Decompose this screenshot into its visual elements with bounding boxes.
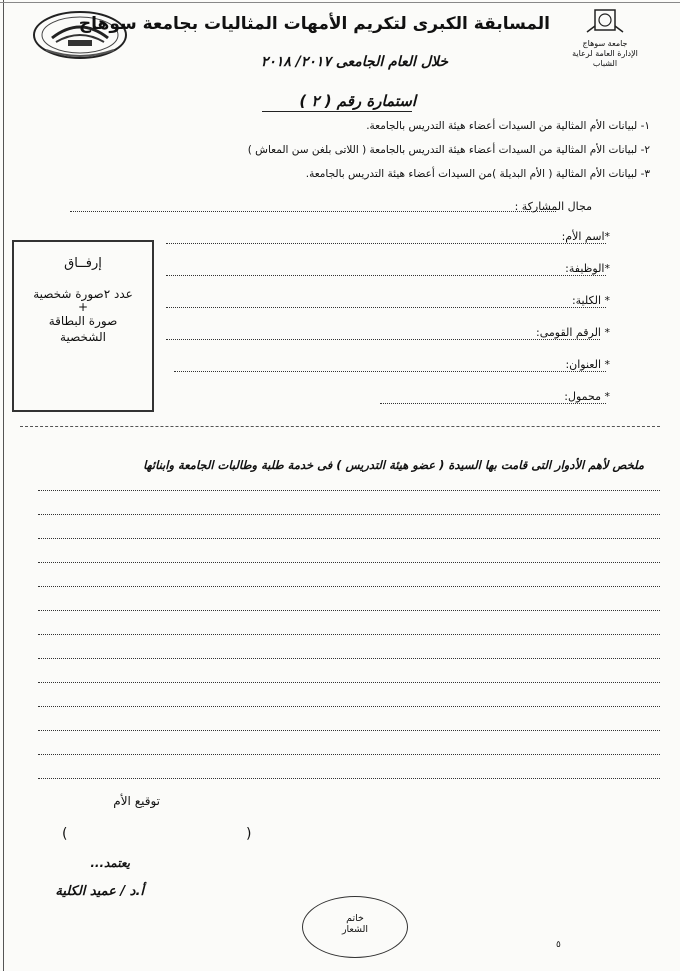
attachments-box xyxy=(12,240,154,412)
faculty-label: * الكلية: xyxy=(571,294,610,307)
university-emblem-icon xyxy=(585,8,625,36)
page-edge-left xyxy=(3,0,4,971)
summary-line[interactable] xyxy=(38,610,660,611)
summary-line[interactable] xyxy=(38,562,660,563)
attachment-plus: + xyxy=(77,300,89,314)
summary-line[interactable] xyxy=(38,682,660,683)
mobile-label: * محمول: xyxy=(564,390,610,403)
national-id-label: * الرقم القومى: xyxy=(536,326,610,339)
dean-label: أ.د / عميد الكلية xyxy=(55,884,144,899)
category-item-1: ١- لبيانات الأم المثالية من السيدات أعضاء هيئة التدريس بالجامعة. xyxy=(366,120,650,132)
page-title: المسابقة الكبرى لتكريم الأمهات المثاليات بجامعة سوهاج xyxy=(78,14,550,34)
summary-line[interactable] xyxy=(38,490,660,491)
approved-label: يعتمد... xyxy=(90,856,130,870)
attachment-photos: عدد ٢صورة شخصية xyxy=(33,287,133,301)
summary-line[interactable] xyxy=(38,706,660,707)
participation-area-label: مجال المشاركة : xyxy=(514,200,592,213)
summary-line[interactable] xyxy=(38,778,660,779)
academic-year: خلال العام الجامعى ٢٠١٧/ ٢٠١٨ xyxy=(260,54,448,70)
participation-area-field[interactable] xyxy=(70,210,556,212)
summary-line[interactable] xyxy=(38,514,660,515)
page-number: ٥ xyxy=(556,940,561,950)
summary-line[interactable] xyxy=(38,730,660,731)
section-divider xyxy=(20,426,660,427)
national-id-field[interactable] xyxy=(166,338,600,340)
attachments-title: إرفــاق xyxy=(64,256,102,271)
mother-name-label: *اسم الأم: xyxy=(561,230,610,243)
signature-paren-close: ) xyxy=(246,826,252,842)
stamp-line2: الشعار xyxy=(341,924,369,935)
stamp-line1: خاتم xyxy=(346,913,364,924)
summary-line[interactable] xyxy=(38,754,660,755)
title-underline xyxy=(262,111,412,112)
job-label: *الوظيفة: xyxy=(565,262,610,275)
logo-stamp-placeholder xyxy=(302,896,408,958)
address-label: * العنوان: xyxy=(565,358,610,371)
job-field[interactable] xyxy=(166,274,606,276)
university-name: جامعة سوهاج xyxy=(582,39,628,48)
category-item-2: ٢- لبيانات الأم المثالية من السيدات أعضاء هيئة التدريس بالجامعة ( اللاتى بلغن سن المعاش ) xyxy=(247,144,650,156)
summary-line[interactable] xyxy=(38,634,660,635)
category-item-3: ٣- لبيانات الأم المثالية ( الأم البديلة )من السيدات أعضاء هيئة التدريس بالجامعة. xyxy=(305,168,650,180)
page-edge-top xyxy=(0,2,680,3)
attachment-id-card-line2: الشخصية xyxy=(60,330,106,344)
faculty-field[interactable] xyxy=(166,306,606,308)
mother-name-field[interactable] xyxy=(166,242,606,244)
mobile-field[interactable] xyxy=(380,402,606,404)
mother-signature-label: توقيع الأم xyxy=(113,794,160,808)
youth-care-dept: الإدارة العامة لرعاية الشباب xyxy=(572,49,638,68)
address-field[interactable] xyxy=(174,370,606,372)
summary-line[interactable] xyxy=(38,586,660,587)
sohag-university-logo xyxy=(560,8,650,68)
summary-line[interactable] xyxy=(38,538,660,539)
signature-paren-open: ( xyxy=(62,826,68,842)
summary-line[interactable] xyxy=(38,658,660,659)
roles-summary-title: ملخص لأهم الأدوار التى قامت بها السيدة ( عضو هيئة التدريس ) فى خدمة طلبة وطالبات الجامعة وابنائها xyxy=(143,458,644,472)
attachment-id-card-line1: صورة البطاقة xyxy=(48,314,118,328)
form-number-title: استمارة رقم ( ٢ ) xyxy=(299,92,416,110)
